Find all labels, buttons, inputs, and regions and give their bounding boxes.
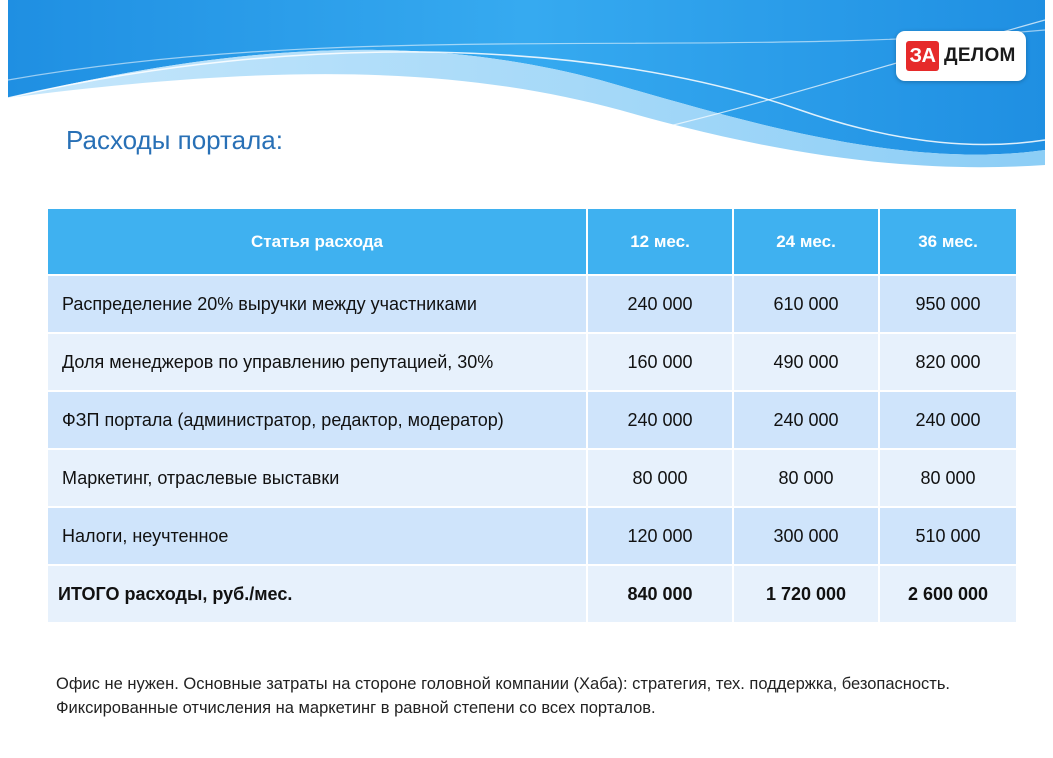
header-wave-banner	[0, 0, 1053, 200]
expense-name: Распределение 20% выручки между участниками	[47, 275, 587, 333]
table-header-row	[47, 208, 1017, 275]
value-36m: 240 000	[879, 391, 1017, 449]
logo-mark: ЗА	[906, 41, 939, 71]
total-label: ИТОГО расходы, руб./мес.	[47, 565, 587, 623]
value-12m: 120 000	[587, 507, 733, 565]
expenses-table	[46, 207, 1018, 624]
header-expense-item: Статья расхода	[47, 208, 587, 275]
table-row	[47, 507, 1017, 565]
header-24-months: 24 мес.	[733, 208, 879, 275]
page-title: Расходы портала:	[66, 125, 283, 155]
table-row	[47, 449, 1017, 507]
logo-text: ДЕЛОМ	[944, 45, 1016, 66]
total-36m: 2 600 000	[879, 565, 1017, 623]
total-12m: 840 000	[587, 565, 733, 623]
expense-name: ФЗП портала (администратор, редактор, модератор)	[47, 391, 587, 449]
value-24m: 490 000	[733, 333, 879, 391]
value-12m: 80 000	[587, 449, 733, 507]
header-12-months: 12 мес.	[587, 208, 733, 275]
table-row	[47, 391, 1017, 449]
table-row	[47, 333, 1017, 391]
expense-name: Доля менеджеров по управлению репутацией, 30%	[47, 333, 587, 391]
value-36m: 510 000	[879, 507, 1017, 565]
table-row	[47, 275, 1017, 333]
total-row	[47, 565, 1017, 623]
expense-name: Налоги, неучтенное	[47, 507, 587, 565]
value-12m: 240 000	[587, 275, 733, 333]
value-12m: 160 000	[587, 333, 733, 391]
company-logo	[896, 31, 1026, 81]
value-24m: 80 000	[733, 449, 879, 507]
footnote: Офис не нужен. Основные затраты на стороне головной компании (Хаба): стратегия, тех. поддержка, безопасность. Фиксированные отчисления на маркетинг в равной степени со всех порталов.	[56, 675, 951, 717]
value-36m: 820 000	[879, 333, 1017, 391]
value-24m: 240 000	[733, 391, 879, 449]
total-24m: 1 720 000	[733, 565, 879, 623]
value-24m: 300 000	[733, 507, 879, 565]
header-36-months: 36 мес.	[879, 208, 1017, 275]
expense-name: Маркетинг, отраслевые выставки	[47, 449, 587, 507]
value-12m: 240 000	[587, 391, 733, 449]
value-24m: 610 000	[733, 275, 879, 333]
value-36m: 80 000	[879, 449, 1017, 507]
value-36m: 950 000	[879, 275, 1017, 333]
